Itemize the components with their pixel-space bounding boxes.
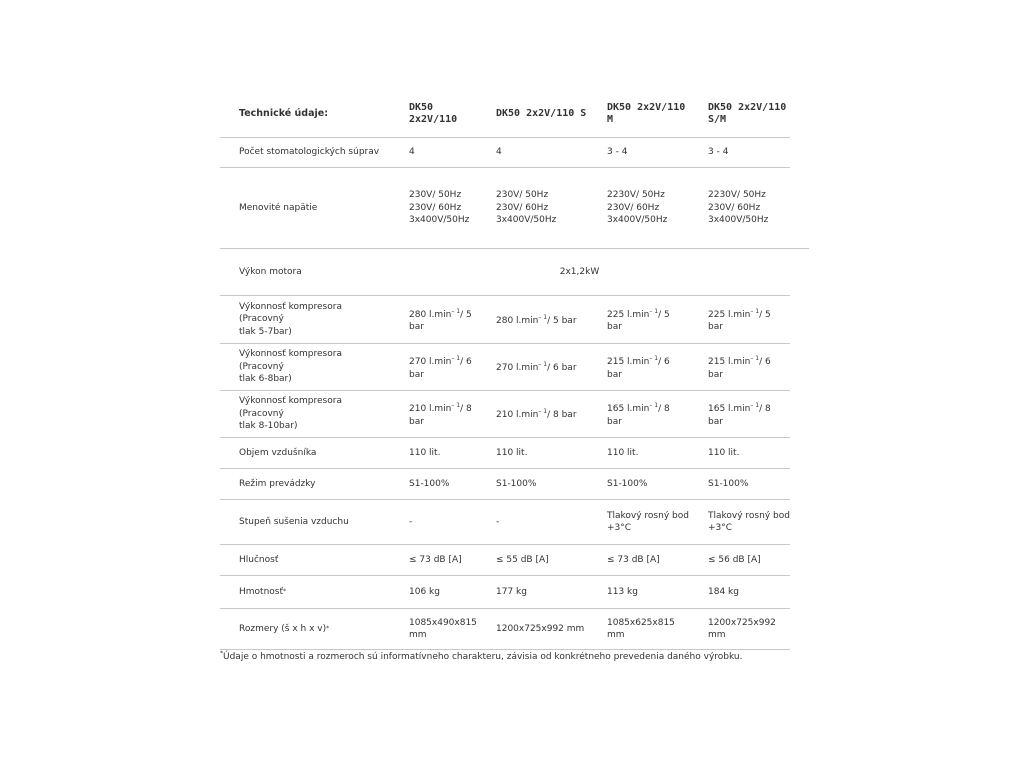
- row-label: Objem vzdušníka: [239, 447, 317, 458]
- cell-value: S1-100%: [496, 478, 537, 489]
- cell-value: -: [496, 516, 500, 527]
- table-row-rezim: [220, 469, 790, 500]
- table-row-komp1: [220, 296, 790, 344]
- footnote-text: Údaje o hmotnosti a rozmeroch sú informatívneho charakteru, závisia od konkrétneho prevedenia daného výrobku.: [223, 652, 743, 662]
- table-row-vykon: [220, 249, 790, 296]
- row-label: Režim prevádzky: [239, 478, 316, 489]
- cell-value: ≤ 56 dB [A]: [708, 554, 761, 565]
- cell-value: 2230V/ 50Hz 230V/ 60Hz 3x400V/50Hz: [607, 190, 668, 226]
- flow-rate: 280 $l.\min^{- 1}/$ 5 bar: [496, 313, 577, 326]
- flow-rate: 225 $l.\min^{- 1}/$ 5 bar: [708, 307, 771, 332]
- footnote: [220, 650, 743, 662]
- cell-value: [496, 344, 594, 390]
- footnote-marker: *: [326, 624, 330, 632]
- cell-value: [409, 344, 486, 390]
- cell-value: 3 - 4: [607, 147, 628, 158]
- row-label: Hlučnosť: [239, 554, 279, 565]
- cell-value: [708, 344, 792, 390]
- cell-value: [607, 391, 691, 437]
- footnote-marker: *: [220, 650, 223, 657]
- cell-value: ≤ 73 dB [A]: [409, 554, 462, 565]
- cell-value: 4: [409, 147, 415, 158]
- cell-value: 3 - 4: [708, 147, 729, 158]
- cell-value: S1-100%: [708, 478, 749, 489]
- table-row-hlucnost: [220, 545, 790, 576]
- row-label: Hmotnosť *: [239, 586, 286, 597]
- cell-value: Tlakový rosný bod +3°C: [607, 510, 689, 533]
- table-row-komp2: [220, 344, 790, 391]
- table-row-suprav: [220, 138, 790, 168]
- row-label: Stupeň sušenia vzduchu: [239, 516, 349, 527]
- cell-value: [496, 296, 594, 343]
- table-row-objem: [220, 438, 790, 469]
- table-row-susenie: [220, 500, 790, 545]
- cell-value: 1200x725x992 mm: [708, 617, 776, 640]
- row-label: Počet stomatologických súprav: [239, 147, 380, 158]
- cell-value: [708, 391, 792, 437]
- table-row-rozmery: [220, 609, 790, 650]
- cell-value: [409, 296, 486, 343]
- cell-value: 1085x625x815 mm: [607, 617, 675, 640]
- cell-value: 110 lit.: [409, 447, 441, 458]
- cell-value: 2230V/ 50Hz 230V/ 60Hz 3x400V/50Hz: [708, 190, 769, 226]
- header-model-1: DK50 2x2V/110: [409, 101, 458, 125]
- flow-rate: 215 $l.\min^{- 1}/$ 6 bar: [708, 355, 771, 380]
- row-label: Menovité napätie: [239, 202, 318, 213]
- flow-rate: 215 $l.\min^{- 1}/$ 6 bar: [607, 355, 670, 380]
- cell-value: 110 lit.: [708, 447, 740, 458]
- cell-value: 184 kg: [708, 586, 739, 597]
- table-row-hmotnost: [220, 576, 790, 609]
- cell-value: ≤ 73 dB [A]: [607, 554, 660, 565]
- flow-rate: 210 $l.\min^{- 1}/$ 8 bar: [409, 402, 472, 427]
- cell-value: [409, 391, 486, 437]
- cell-value: [496, 391, 594, 437]
- cell-value: 177 kg: [496, 586, 527, 597]
- cell-value: 230V/ 50Hz 230V/ 60Hz 3x400V/50Hz: [409, 190, 470, 226]
- row-label: Rozmery (š x h x v) *: [239, 623, 330, 634]
- cell-value: 110 lit.: [607, 447, 639, 458]
- cell-value: 4: [496, 147, 502, 158]
- flow-rate: 165 $l.\min^{- 1}/$ 8 bar: [607, 402, 670, 427]
- cell-value: [607, 296, 691, 343]
- header-model-2: DK50 2x2V/110 S: [496, 107, 587, 119]
- header-label: Technické údaje:: [239, 107, 328, 119]
- cell-value: 106 kg: [409, 586, 440, 597]
- cell-value-spanning: 2x1,2kW: [559, 266, 600, 277]
- flow-rate: 270 $l.\min^{- 1}/$ 6 bar: [496, 361, 577, 374]
- flow-rate: 165 $l.\min^{- 1}/$ 8 bar: [708, 402, 771, 427]
- flow-rate: 270 $l.\min^{- 1}/$ 6 bar: [409, 355, 472, 380]
- flow-rate: 210 $l.\min^{- 1}/$ 8 bar: [496, 408, 577, 421]
- table-row-komp3: [220, 391, 790, 438]
- cell-value: 1085x490x815 mm: [409, 617, 477, 640]
- header-model-4: DK50 2x2V/110 S/M: [708, 101, 787, 125]
- cell-value: [708, 296, 792, 343]
- cell-value: 1200x725x992 mm: [496, 623, 585, 634]
- row-label: Výkonnosť kompresora (Pracovný tlak 6-8bar): [239, 349, 342, 385]
- row-label: Výkonnosť kompresora (Pracovný tlak 8-10bar): [239, 396, 342, 432]
- cell-value: 230V/ 50Hz 230V/ 60Hz 3x400V/50Hz: [496, 190, 557, 226]
- cell-value: -: [409, 516, 413, 527]
- cell-value: [607, 344, 691, 390]
- header-model-3: DK50 2x2V/110 M: [607, 101, 686, 125]
- cell-value: S1-100%: [607, 478, 648, 489]
- technical-spec-table: [220, 91, 810, 650]
- flow-rate: 280 $l.\min^{- 1}/$ 5 bar: [409, 307, 472, 332]
- flow-rate: 225 $l.\min^{- 1}/$ 5 bar: [607, 307, 670, 332]
- row-label: Výkonnosť kompresora (Pracovný tlak 5-7bar): [239, 301, 342, 337]
- cell-value: 113 kg: [607, 586, 638, 597]
- footnote-marker: *: [283, 587, 286, 595]
- table-header-row: [220, 91, 790, 138]
- table-row-napatie: [220, 168, 809, 249]
- cell-value: 110 lit.: [496, 447, 528, 458]
- cell-value: S1-100%: [409, 478, 450, 489]
- row-label: Výkon motora: [239, 266, 302, 277]
- cell-value: Tlakový rosný bod +3°C: [708, 510, 790, 533]
- cell-value: ≤ 55 dB [A]: [496, 554, 549, 565]
